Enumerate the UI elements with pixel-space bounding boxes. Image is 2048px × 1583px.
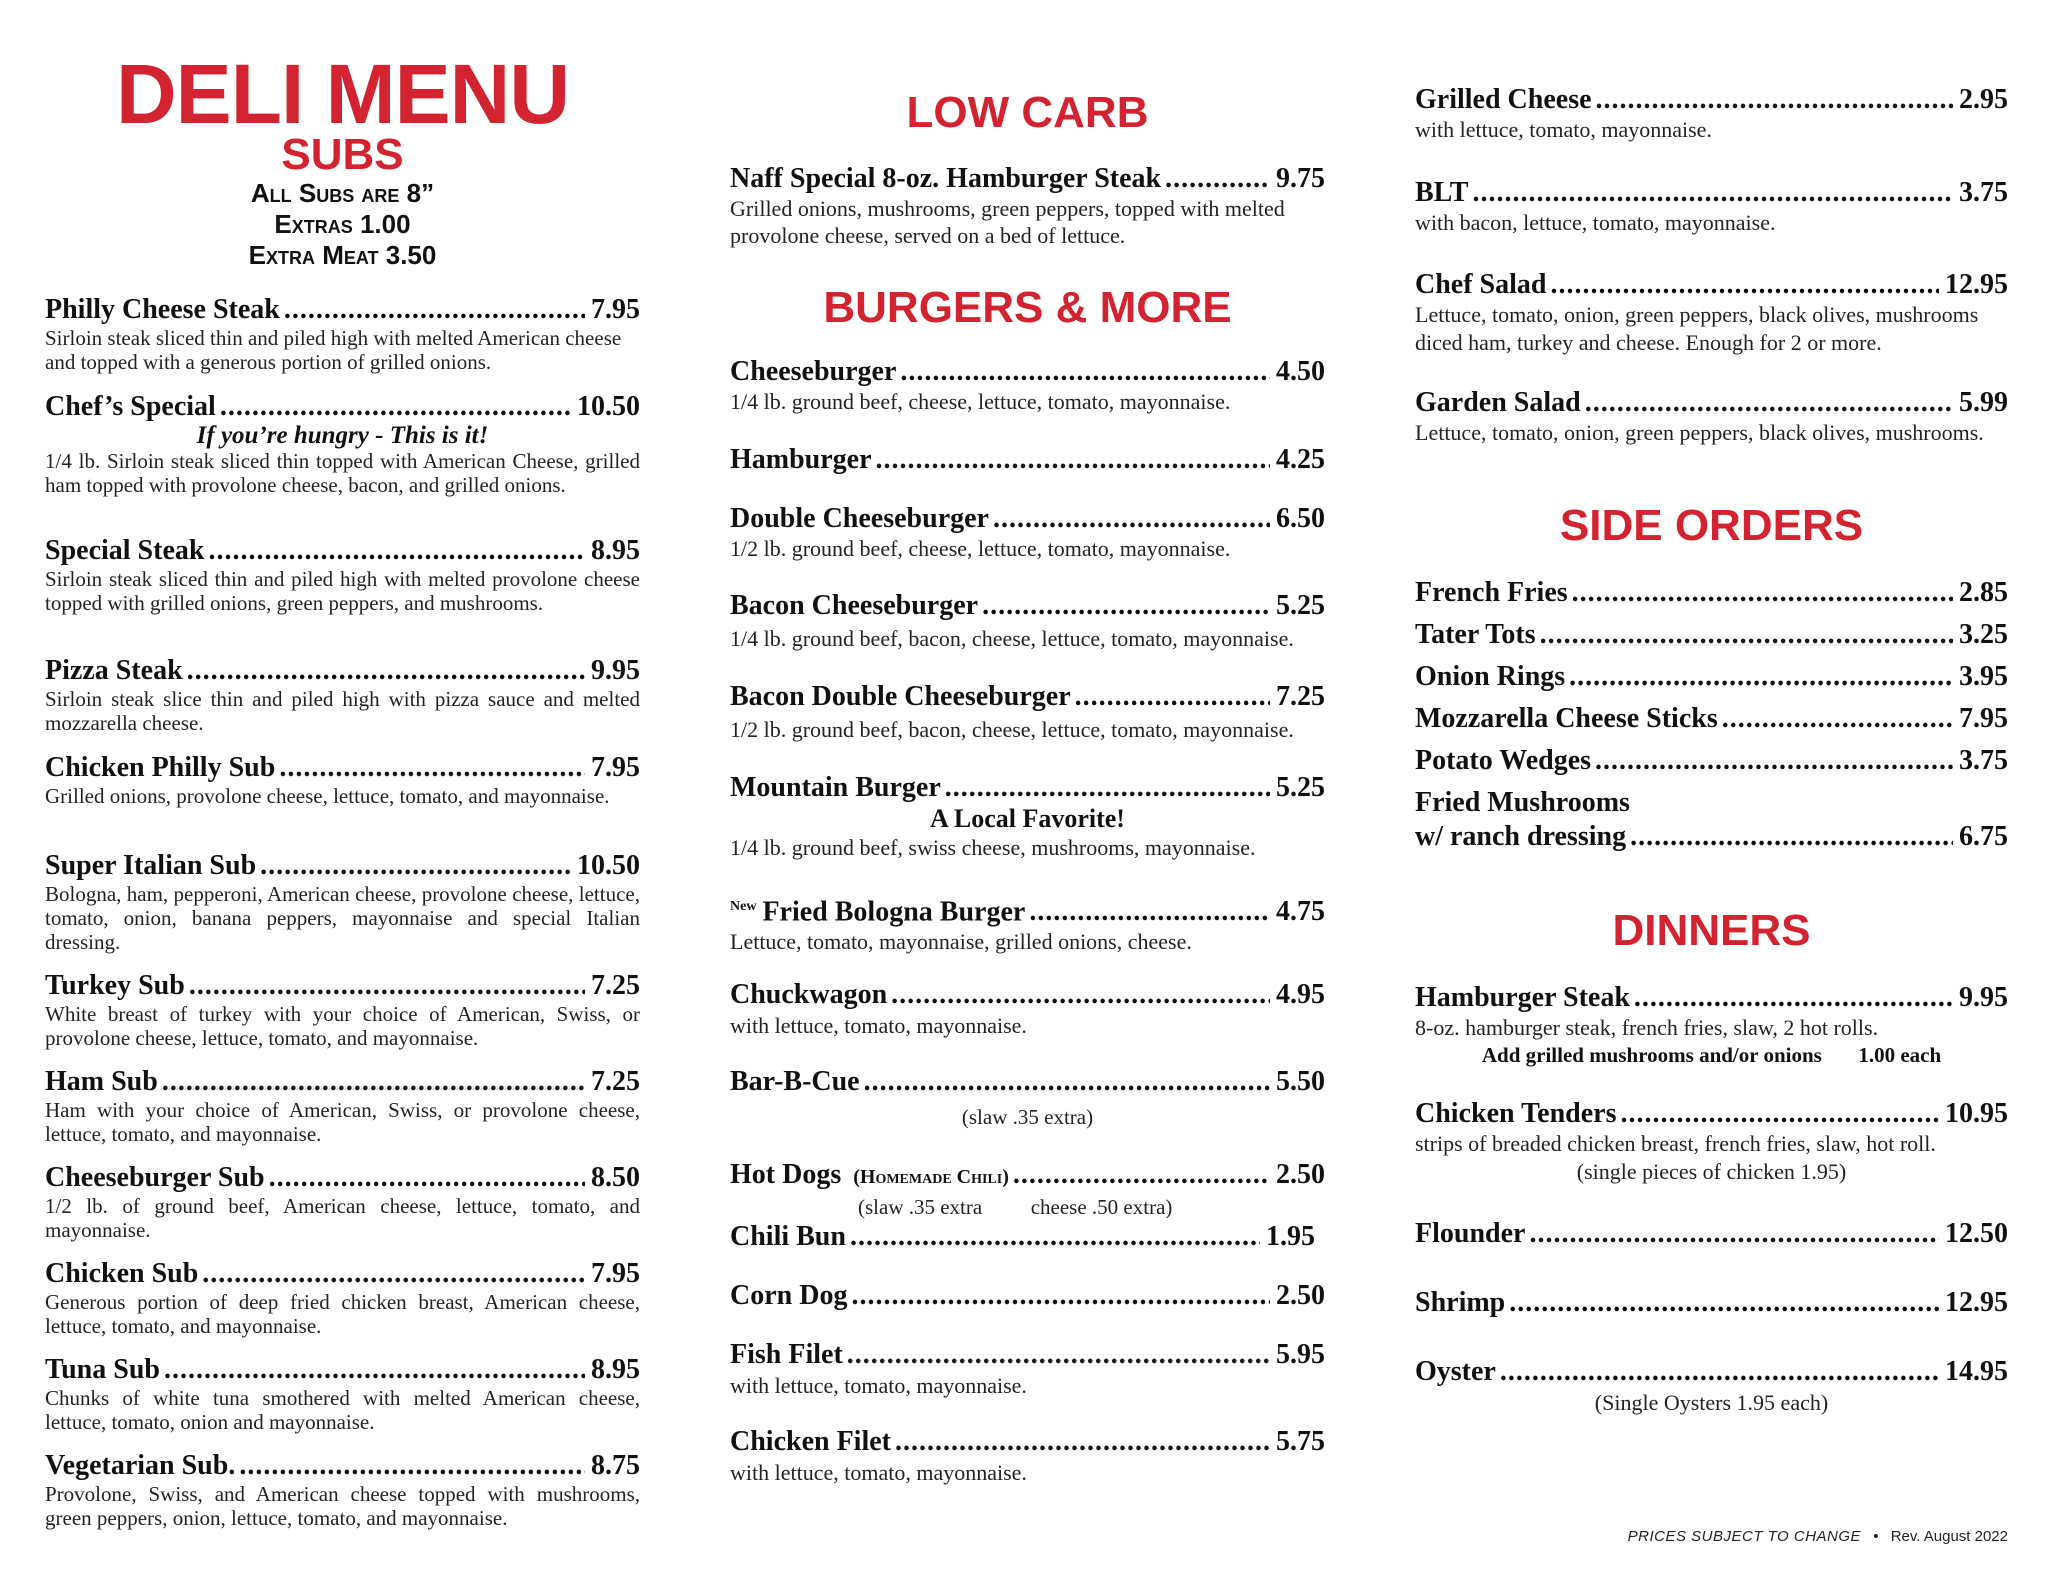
item-name: Chili Bun bbox=[730, 1221, 846, 1252]
item-name: Grilled Cheese bbox=[1415, 84, 1592, 115]
menu-item-onion-rings bbox=[1415, 661, 2008, 693]
item-description: Generous portion of deep fried chicken breast, American cheese, lettuce, tomato, and mayonnaise. bbox=[45, 1290, 640, 1338]
item-name: Bacon Cheeseburger bbox=[730, 590, 979, 621]
item-name: Bar-B-Cue bbox=[730, 1066, 860, 1097]
item-price: 8.95 bbox=[591, 535, 640, 566]
item-price: 10.50 bbox=[577, 391, 640, 422]
item-price: 9.75 bbox=[1276, 163, 1325, 194]
slaw-note: (slaw .35 extra bbox=[858, 1195, 983, 1219]
item-name: Onion Rings bbox=[1415, 661, 1566, 692]
item-description: 1/4 lb. Sirloin steak sliced thin topped with American Cheese, grilled ham topped with provolone cheese, bacon, and grilled onions. bbox=[45, 449, 640, 497]
item-price: 9.95 bbox=[591, 655, 640, 686]
menu-item-chef-salad bbox=[1415, 269, 2008, 357]
addon-price: 1.00 each bbox=[1858, 1043, 1942, 1067]
menu-item-hamburger bbox=[730, 444, 1325, 476]
item-name: w/ ranch dressing bbox=[1415, 821, 1627, 852]
item-description: Ham with your choice of American, Swiss, or provolone cheese, lettuce, tomato, and mayonnaise. bbox=[45, 1098, 640, 1146]
subs-size-note: All Subs are 8” bbox=[250, 178, 435, 208]
footer-separator: • bbox=[1873, 1528, 1879, 1545]
item-description: Chunks of white tuna smothered with melted American cheese, lettuce, tomato, onion and mayonnaise. bbox=[45, 1386, 640, 1434]
item-name: Naff Special 8-oz. Hamburger Steak bbox=[730, 163, 1162, 194]
menu-item-blt bbox=[1415, 177, 2008, 237]
addon-label: Add grilled mushrooms and/or onions bbox=[1481, 1043, 1822, 1067]
item-description: with lettuce, tomato, mayonnaise. bbox=[730, 1373, 1027, 1398]
item-description: with lettuce, tomato, mayonnaise. bbox=[1415, 117, 1712, 142]
item-name: Hot Dogs bbox=[730, 1159, 842, 1190]
item-price: 12.95 bbox=[1945, 269, 2008, 300]
item-name: Chicken Sub bbox=[45, 1258, 199, 1289]
menu-item-garden-salad bbox=[1415, 387, 2008, 447]
item-note bbox=[730, 1193, 1325, 1221]
menu-item-double-cheeseburger bbox=[730, 503, 1325, 563]
item-name: Vegetarian Sub. bbox=[45, 1450, 236, 1481]
item-price: 5.99 bbox=[1959, 387, 2008, 418]
item-tagline: A Local Favorite! bbox=[930, 804, 1125, 833]
item-price: 4.50 bbox=[1276, 356, 1325, 387]
item-description: Sirloin steak sliced thin and piled high with melted provolone cheese topped with grilled onions, green peppers, and mushrooms. bbox=[45, 567, 640, 615]
menu-item-turkey-sub bbox=[45, 970, 640, 1050]
item-name: Chicken Filet bbox=[730, 1426, 891, 1457]
menu-item-naff-special bbox=[730, 163, 1325, 249]
item-description: 1/2 lb. ground beef, cheese, lettuce, tomato, mayonnaise. bbox=[730, 536, 1231, 561]
menu-item-pizza-steak bbox=[45, 655, 640, 735]
menu-item-oyster bbox=[1415, 1356, 2008, 1418]
item-description: 1/4 lb. ground beef, swiss cheese, mushrooms, mayonnaise. bbox=[730, 835, 1256, 860]
item-description: with lettuce, tomato, mayonnaise. bbox=[730, 1013, 1027, 1038]
footer bbox=[1628, 1528, 2008, 1545]
item-description: 1/4 lb. ground beef, bacon, cheese, lettuce, tomato, mayonnaise. bbox=[730, 626, 1294, 651]
item-price: 1.95 bbox=[1266, 1221, 1315, 1252]
menu-item-mountain-burger bbox=[730, 772, 1325, 862]
item-name: Ham Sub bbox=[45, 1066, 158, 1097]
item-name: Special Steak bbox=[45, 535, 205, 566]
revision-date: Rev. August 2022 bbox=[1890, 1528, 2008, 1545]
item-note: (slaw .35 extra) bbox=[961, 1105, 1094, 1129]
side-orders-heading: SIDE ORDERS bbox=[1559, 501, 1864, 550]
item-name: Fried Bologna Burger bbox=[762, 896, 1026, 928]
menu-item-tuna-sub bbox=[45, 1354, 640, 1434]
menu-item-hot-dogs bbox=[730, 1159, 1325, 1221]
item-description: White breast of turkey with your choice of American, Swiss, or provolone cheese, lettuce, tomato, and mayonnaise. bbox=[45, 1002, 640, 1050]
item-description: 8-oz. hamburger steak, french fries, slaw, 2 hot rolls. bbox=[1415, 1015, 1879, 1040]
item-price: 2.95 bbox=[1959, 84, 2008, 115]
item-description: with bacon, lettuce, tomato, mayonnaise. bbox=[1415, 210, 1776, 235]
menu-item-special-steak bbox=[45, 535, 640, 615]
item-name: Cheeseburger bbox=[730, 356, 897, 387]
cheese-note: cheese .50 extra) bbox=[1030, 1195, 1173, 1219]
menu-item-chuckwagon bbox=[730, 979, 1325, 1041]
item-price: 7.25 bbox=[591, 1066, 640, 1097]
item-description: Lettuce, tomato, onion, green peppers, black olives, mushrooms. bbox=[1415, 420, 1984, 445]
item-price: 8.95 bbox=[591, 1354, 640, 1385]
item-description: Sirloin steak sliced thin and piled high with melted American cheese and topped with a generous portion of grilled onions. bbox=[45, 326, 622, 374]
item-price: 10.50 bbox=[577, 850, 640, 881]
item-price: 3.75 bbox=[1959, 177, 2008, 208]
item-description: Lettuce, tomato, mayonnaise, grilled onions, cheese. bbox=[730, 929, 1192, 955]
item-name: Fish Filet bbox=[730, 1339, 843, 1370]
item-name: Tater Tots bbox=[1415, 619, 1536, 650]
item-name: French Fries bbox=[1415, 577, 1568, 608]
item-price: 8.50 bbox=[591, 1162, 640, 1193]
item-price: 14.95 bbox=[1945, 1356, 2008, 1387]
item-description: Grilled onions, mushrooms, green peppers, topped with melted provolone cheese, served on a bed of lettuce. bbox=[730, 196, 1285, 248]
item-addon bbox=[1415, 1042, 2008, 1068]
item-name: Chicken Tenders bbox=[1415, 1098, 1617, 1129]
item-name: Chicken Philly Sub bbox=[45, 752, 276, 783]
menu-item-grilled-cheese bbox=[1415, 84, 2008, 144]
menu-item-bacon-double-cheeseburger bbox=[730, 681, 1325, 747]
menu-item-chicken-philly-sub bbox=[45, 752, 640, 808]
item-price: 6.75 bbox=[1959, 821, 2008, 852]
item-note: (single pieces of chicken 1.95) bbox=[1576, 1159, 1847, 1184]
menu-item-chicken-tenders bbox=[1415, 1098, 2008, 1186]
item-price: 9.95 bbox=[1959, 982, 2008, 1013]
item-name: Chef Salad bbox=[1415, 269, 1547, 300]
item-description: Grilled onions, provolone cheese, lettuce, tomato, and mayonnaise. bbox=[45, 784, 610, 808]
item-price: 3.25 bbox=[1959, 619, 2008, 650]
item-price: 7.95 bbox=[591, 1258, 640, 1289]
item-description: Bologna, ham, pepperoni, American cheese, provolone cheese, lettuce, tomato, onion, banana peppers, mayonnaise and special Italian dressing. bbox=[45, 882, 640, 954]
item-name: Chuckwagon bbox=[730, 979, 888, 1010]
item-price: 2.85 bbox=[1959, 577, 2008, 608]
menu-item-chicken-sub bbox=[45, 1258, 640, 1338]
item-name: BLT bbox=[1415, 177, 1469, 208]
menu-item-hamburger-steak bbox=[1415, 982, 2008, 1068]
item-price: 4.95 bbox=[1276, 979, 1325, 1010]
menu-item-vegetarian-sub bbox=[45, 1450, 640, 1530]
item-price: 12.95 bbox=[1945, 1287, 2008, 1318]
menu-item-cheeseburger-sub bbox=[45, 1162, 640, 1242]
item-price: 5.25 bbox=[1276, 590, 1325, 621]
menu-item-tater-tots bbox=[1415, 619, 2008, 651]
menu-item-fish-filet bbox=[730, 1339, 1325, 1401]
item-name: Hamburger Steak bbox=[1415, 982, 1630, 1013]
item-name-line1: Fried Mushrooms bbox=[1415, 787, 1630, 818]
menu-item-bar-b-cue bbox=[730, 1066, 1325, 1130]
item-name: Bacon Double Cheeseburger bbox=[730, 681, 1071, 712]
menu-item-fried-mushrooms bbox=[1415, 787, 2008, 853]
menu-item-fried-bologna-burger bbox=[730, 891, 1325, 956]
item-name: Philly Cheese Steak bbox=[45, 294, 280, 325]
item-name: Super Italian Sub bbox=[45, 850, 257, 881]
dinners-heading: DINNERS bbox=[1612, 906, 1811, 955]
low-carb-heading: LOW CARB bbox=[906, 88, 1149, 137]
item-description: Sirloin steak slice thin and piled high with pizza sauce and melted mozzarella cheese. bbox=[45, 687, 640, 735]
menu-item-super-italian-sub bbox=[45, 850, 640, 954]
item-name: Chef’s Special bbox=[45, 391, 216, 422]
item-name: Flounder bbox=[1415, 1218, 1526, 1249]
item-description: 1/4 lb. ground beef, cheese, lettuce, tomato, mayonnaise. bbox=[730, 389, 1231, 414]
menu-item-chili-bun bbox=[730, 1221, 1325, 1253]
price-disclaimer: PRICES SUBJECT TO CHANGE bbox=[1627, 1528, 1862, 1545]
menu-item-french-fries bbox=[1415, 577, 2008, 609]
menu-item-bacon-cheeseburger bbox=[730, 590, 1325, 656]
menu-item-flounder bbox=[1415, 1218, 2008, 1250]
item-price: 3.95 bbox=[1959, 661, 2008, 692]
item-description: with lettuce, tomato, mayonnaise. bbox=[730, 1460, 1027, 1485]
item-price: 6.50 bbox=[1276, 503, 1325, 534]
item-note: (Single Oysters 1.95 each) bbox=[1594, 1390, 1829, 1415]
item-price: 8.75 bbox=[591, 1450, 640, 1481]
item-price: 4.75 bbox=[1276, 896, 1325, 928]
subs-extras-note: Extras 1.00 bbox=[274, 209, 411, 239]
item-price: 10.95 bbox=[1945, 1098, 2008, 1129]
burgers-heading: BURGERS & MORE bbox=[823, 283, 1232, 332]
item-tagline: If you’re hungry - This is it! bbox=[196, 422, 489, 449]
item-price: 7.95 bbox=[1959, 703, 2008, 734]
menu-item-corn-dog bbox=[730, 1280, 1325, 1312]
item-name: Pizza Steak bbox=[45, 655, 183, 686]
menu-item-chicken-filet bbox=[730, 1426, 1325, 1488]
subs-extra-meat-note: Extra Meat 3.50 bbox=[248, 240, 437, 270]
item-price: 3.75 bbox=[1959, 745, 2008, 776]
item-price: 7.95 bbox=[591, 294, 640, 325]
item-name: Turkey Sub bbox=[45, 970, 185, 1001]
item-price: 5.75 bbox=[1276, 1426, 1325, 1457]
item-price: 7.95 bbox=[591, 752, 640, 783]
item-name: Cheeseburger Sub bbox=[45, 1162, 265, 1193]
item-price: 2.50 bbox=[1276, 1280, 1325, 1311]
item-name: Shrimp bbox=[1415, 1287, 1506, 1318]
item-name: Oyster bbox=[1415, 1356, 1496, 1387]
item-description: strips of breaded chicken breast, french fries, slaw, hot roll. bbox=[1415, 1131, 1936, 1156]
item-description: Lettuce, tomato, onion, green peppers, black olives, mushrooms diced ham, turkey and cheese. Enough for 2 or more. bbox=[1415, 302, 1979, 355]
menu-item-philly-cheese-steak bbox=[45, 294, 640, 374]
item-price: 12.50 bbox=[1945, 1218, 2008, 1249]
item-name: Tuna Sub bbox=[45, 1354, 160, 1385]
item-description: 1/2 lb. of ground beef, American cheese, lettuce, tomato, and mayonnaise. bbox=[45, 1194, 640, 1242]
item-name: Mountain Burger bbox=[730, 772, 941, 803]
item-price: 2.50 bbox=[1276, 1159, 1325, 1190]
menu-item-potato-wedges bbox=[1415, 745, 2008, 777]
item-price: 7.25 bbox=[1276, 681, 1325, 712]
menu-item-cheeseburger bbox=[730, 356, 1325, 416]
item-description: Provolone, Swiss, and American cheese topped with mushrooms, green peppers, onion, lettuce, tomato, and mayonnaise. bbox=[45, 1482, 640, 1530]
item-price: 4.25 bbox=[1276, 444, 1325, 475]
menu-item-ham-sub bbox=[45, 1066, 640, 1146]
item-name: Mozzarella Cheese Sticks bbox=[1415, 703, 1718, 734]
menu-item-chefs-special bbox=[45, 391, 640, 497]
menu-title: DELI MENU bbox=[116, 47, 569, 141]
item-qualifier: (Homemade Chili) bbox=[853, 1166, 1009, 1188]
item-price: 5.95 bbox=[1276, 1339, 1325, 1370]
item-price: 7.25 bbox=[591, 970, 640, 1001]
item-description: 1/2 lb. ground beef, bacon, cheese, lettuce, tomato, mayonnaise. bbox=[730, 717, 1294, 742]
item-name: Double Cheeseburger bbox=[730, 503, 989, 534]
item-name: Potato Wedges bbox=[1415, 745, 1592, 776]
item-name: Corn Dog bbox=[730, 1280, 848, 1311]
item-price: 5.25 bbox=[1276, 772, 1325, 803]
new-badge: New bbox=[730, 899, 757, 914]
menu-item-shrimp bbox=[1415, 1287, 2008, 1319]
item-name: Garden Salad bbox=[1415, 387, 1581, 418]
item-name: Hamburger bbox=[730, 444, 872, 475]
item-price: 5.50 bbox=[1276, 1066, 1325, 1097]
menu-item-mozzarella-cheese-sticks bbox=[1415, 703, 2008, 735]
subs-heading: SUBS bbox=[281, 130, 404, 179]
